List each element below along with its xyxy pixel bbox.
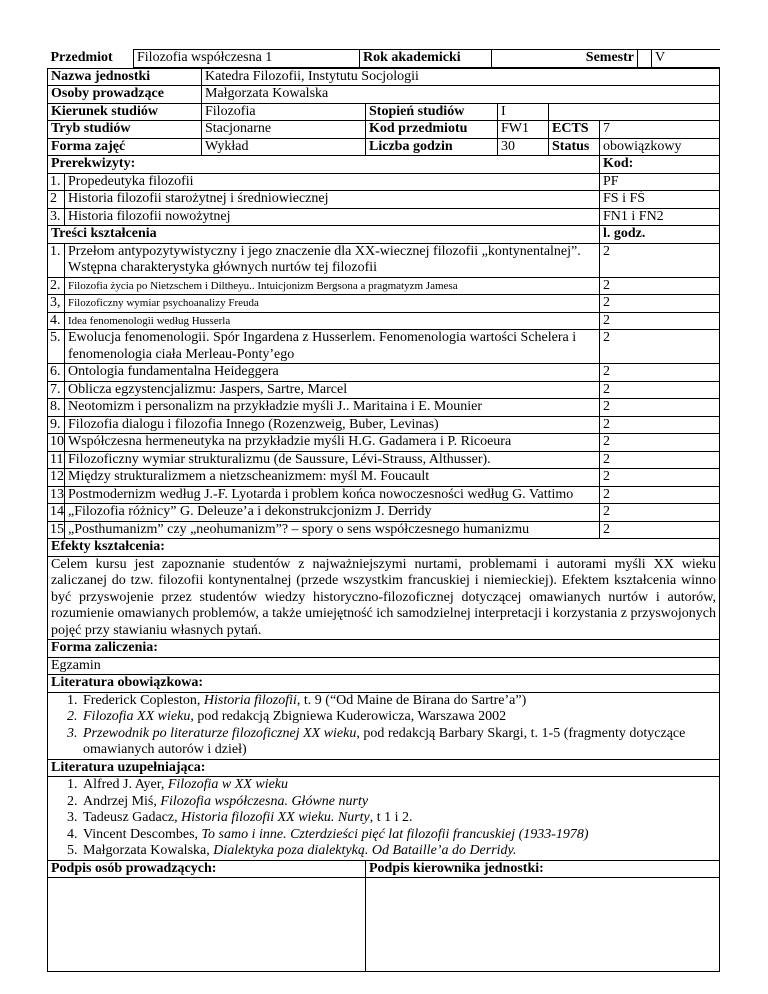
osoby-value: Małgorzata Kowalska: [202, 86, 720, 104]
prereq-text: Propedeutyka filozofii: [65, 173, 600, 191]
required-lit-item-details: , pod redakcją Zbigniewa Kuderowicza, Warszawa 2002: [190, 709, 507, 724]
przedmiot-label: Przedmiot: [48, 50, 134, 68]
content-topic: Filozofia dialogu i filozofia Innego (Rozenzweig, Buber, Levinas): [65, 416, 600, 434]
content-num: 5.: [48, 330, 65, 364]
prereq-code: PF: [600, 173, 720, 191]
signature-head-label: Podpis kierownika jednostki:: [366, 860, 720, 878]
required-lit-item-author: Frederick Copleston,: [83, 692, 204, 708]
content-topic: „Posthumanizm” czy „neohumanizm”? – spory o sens współczesnego humanizmu: [65, 521, 600, 539]
przedmiot-value: Filozofia współczesna 1: [134, 50, 360, 68]
content-hours: 2: [600, 451, 720, 469]
content-hours: 2: [600, 469, 720, 487]
supplementary-lit-item-author: Małgorzata Kowalska,: [83, 843, 214, 858]
supplementary-lit-item: [67, 793, 716, 811]
content-num: 3,: [48, 295, 65, 313]
rok-value: [492, 50, 574, 68]
content-num: 1.: [48, 243, 65, 277]
content-topic: Filozoficzny wymiar strukturalizmu (de Saussure, Lévi-Strauss, Althusser).: [65, 451, 600, 469]
content-num: 2.: [48, 277, 65, 295]
content-num: 12: [48, 469, 65, 487]
supplementary-lit-item-title: Historia filozofii XX wieku. Nurty: [181, 810, 370, 825]
godziny-label: Liczba godzin: [366, 138, 498, 156]
effects-text: Celem kursu jest zapoznanie studentów z najważniejszymi nurtami, problemami i autorami myśli XX wieku zaliczanej do tzw. filozofii kontynentalnej (przede wszystkim francuskiej i niemieckiej). Efektem kształcenia winno być przyswojenie przez studentów wiedzy historyczno-filozoficznej dotyczącej omawianych nurtów i autorów, rozumienie omawianych problemów, a także umiejętność ich samodzielnej interpretacji i korzystania z przyswojonych pojęć przy stawianiu własnych pytań.: [48, 556, 720, 640]
kierunek-label: Kierunek studiów: [48, 103, 202, 121]
content-topic: Filozoficzny wymiar psychoanalizy Freuda: [65, 295, 600, 313]
required-lit-item-title: Przewodnik po literaturze filozoficznej XX wieku: [83, 725, 357, 741]
ects-value: 7: [600, 121, 720, 139]
required-lit-item-num: 3.: [67, 725, 78, 741]
semestr-spacer: [638, 50, 652, 68]
semestr-label: Semestr: [574, 50, 638, 68]
content-hours: 2: [600, 416, 720, 434]
kod-label: Kod przedmiotu: [366, 121, 498, 139]
supplementary-lit-item-title: Dialektyka poza dialektyką. Od Bataille’a do Derridy.: [213, 843, 517, 858]
prereq-text: Historia filozofii starożytnej i średniowiecznej: [65, 191, 600, 209]
tryb-label: Tryb studiów: [48, 121, 202, 139]
content-topic: Ontologia fundamentalna Heideggera: [65, 364, 600, 382]
content-num: 9.: [48, 416, 65, 434]
content-hours: 2: [600, 243, 720, 277]
content-topic: Współczesna hermeneutyka na przykładzie myśli H.G. Gadamera i P. Ricoeura: [65, 434, 600, 452]
prerequisites-code-label: Kod:: [600, 156, 720, 174]
content-hours: 2: [600, 434, 720, 452]
content-hours: 2: [600, 486, 720, 504]
required-lit-item-num: 2.: [67, 709, 78, 724]
supplementary-lit-item-num: 4.: [67, 826, 78, 842]
supplementary-lit-label: Literatura uzupełniająca:: [48, 759, 720, 777]
supplementary-lit-item-num: 5.: [67, 843, 78, 858]
godziny-value: 30: [498, 138, 549, 156]
content-topic: Postmodernizm według J.-F. Lyotarda i problem końca nowoczesności według G. Vattimo: [65, 486, 600, 504]
required-lit-item-num: 1.: [67, 692, 78, 708]
supplementary-lit-list: [48, 777, 720, 861]
content-topic: Między strukturalizmem a nietzscheanizmem: myśl M. Foucault: [65, 469, 600, 487]
prereq-code: FN1 i FN2: [600, 208, 720, 226]
forma-label: Forma zajęć: [48, 138, 202, 156]
content-hours: 2: [600, 277, 720, 295]
stopien-value: I: [498, 103, 549, 121]
semestr-value: V: [652, 50, 720, 68]
required-lit-item-details: , pod redakcją Barbary Skargi, t. 1-5 (fragmenty dotyczące omawianych autorów i dzieł): [83, 725, 686, 757]
ects-label: ECTS: [549, 121, 600, 139]
supplementary-lit-item-author: Tadeusz Gadacz,: [83, 810, 182, 825]
content-label: Treści kształcenia: [48, 226, 600, 244]
stopien-spacer: [549, 103, 720, 121]
supplementary-lit-item: [67, 843, 716, 860]
content-topic: Filozofia życia po Nietzschem i Diltheyu.. Intuicjonizm Bergsona a pragmatyzm Jamesa: [65, 277, 600, 295]
content-num: 13: [48, 486, 65, 504]
supplementary-lit-item-author: Vincent Descombes,: [83, 826, 202, 842]
required-lit-item: [67, 692, 716, 710]
signature-instructors-label: Podpis osób prowadzących:: [48, 860, 366, 878]
supplementary-lit-item: [67, 810, 716, 827]
content-num: 8.: [48, 399, 65, 417]
required-lit-list: [48, 692, 720, 759]
content-topic: Oblicza egzystencjalizmu: Jaspers, Sartre, Marcel: [65, 381, 600, 399]
supplementary-lit-item-details: , t 1 i 2.: [369, 810, 413, 825]
required-lit-item: [67, 725, 716, 759]
tryb-value: Stacjonarne: [202, 121, 366, 139]
content-topic: „Filozofia różnicy” G. Deleuze’a i dekonstrukcjonizm J. Derridy: [65, 504, 600, 522]
status-label: Status: [549, 138, 600, 156]
supplementary-lit-item-author: Andrzej Miś,: [83, 793, 161, 809]
prereq-text: Historia filozofii nowożytnej: [65, 208, 600, 226]
supplementary-lit-item-title: Filozofia współczesna. Główne nurty: [160, 793, 369, 809]
supplementary-lit-item-author: Alfred J. Ayer,: [83, 777, 168, 792]
supplementary-lit-item-num: 2.: [67, 793, 78, 809]
kod-value: FW1: [498, 121, 549, 139]
supplementary-lit-item: [67, 826, 716, 844]
prereq-code: FS i FŚ: [600, 191, 720, 209]
assessment-label: Forma zaliczenia:: [48, 640, 720, 658]
required-lit-label: Literatura obowiązkowa:: [48, 675, 720, 693]
content-hours: 2: [600, 521, 720, 539]
content-num: 10: [48, 434, 65, 452]
rok-label: Rok akademicki: [360, 50, 492, 68]
content-hours: 2: [600, 295, 720, 313]
content-topic: Neotomizm i personalizm na przykładzie myśli J.. Maritaina i E. Mounier: [65, 399, 600, 417]
content-num: 4.: [48, 312, 65, 330]
forma-value: Wykład: [202, 138, 366, 156]
supplementary-lit-item: [67, 777, 716, 794]
supplementary-lit-item-title: Filozofia w XX wieku: [167, 777, 289, 792]
required-lit-item: [67, 709, 716, 726]
prerequisites-label: Prerekwizyty:: [48, 156, 600, 174]
content-topic: Przełom antypozytywistyczny i jego znaczenie dla XX-wiecznej filozofii „kontynentalnej”. Wstępna charakterystyka głównych nurtów tej filozofii: [65, 243, 600, 277]
content-num: 14: [48, 504, 65, 522]
content-topic: Idea fenomenologii według Husserla: [65, 312, 600, 330]
content-num: 11: [48, 451, 65, 469]
status-value: obowiązkowy: [600, 138, 720, 156]
content-hours: 2: [600, 312, 720, 330]
kierunek-value: Filozofia: [202, 103, 366, 121]
header-table: [48, 49, 720, 68]
supplementary-lit-item-num: 1.: [67, 777, 78, 792]
osoby-label: Osoby prowadzące: [48, 86, 202, 104]
content-hours-label: l. godz.: [600, 226, 720, 244]
supplementary-lit-item-num: 3.: [67, 810, 78, 825]
content-num: 6.: [48, 364, 65, 382]
assessment-value: Egzamin: [48, 657, 720, 675]
supplementary-lit-item-title: To samo i inne. Czterdzieści pięć lat filozofii francuskiej (1933-1978): [201, 826, 589, 842]
signature-instructors-field[interactable]: [48, 878, 366, 972]
required-lit-item-details: , t. 9 (“Od Maine de Birana do Sartre’a”): [296, 692, 527, 708]
content-hours: 2: [600, 504, 720, 522]
content-num: 7.: [48, 381, 65, 399]
content-hours: 2: [600, 364, 720, 382]
content-hours: 2: [600, 381, 720, 399]
content-topic: Ewolucja fenomenologii. Spór Ingardena z Husserlem. Fenomenologia wartości Schelera i fenomenologia ciała Merleau-Ponty’ego: [65, 330, 600, 364]
prereq-num: 2: [48, 191, 65, 209]
prereq-num: 3.: [48, 208, 65, 226]
jednostka-label: Nazwa jednostki: [48, 68, 202, 86]
content-hours: 2: [600, 399, 720, 417]
jednostka-value: Katedra Filozofii, Instytutu Socjologii: [202, 68, 720, 86]
stopien-label: Stopień studiów: [366, 103, 498, 121]
required-lit-item-title: Filozofia XX wieku: [83, 709, 191, 724]
signature-head-field[interactable]: [366, 878, 720, 972]
prereq-num: 1.: [48, 173, 65, 191]
required-lit-item-title: Historia filozofii: [203, 692, 297, 708]
content-hours: 2: [600, 330, 720, 364]
course-card-table: [47, 49, 720, 972]
content-num: 15: [48, 521, 65, 539]
effects-label: Efekty kształcenia:: [48, 539, 720, 557]
